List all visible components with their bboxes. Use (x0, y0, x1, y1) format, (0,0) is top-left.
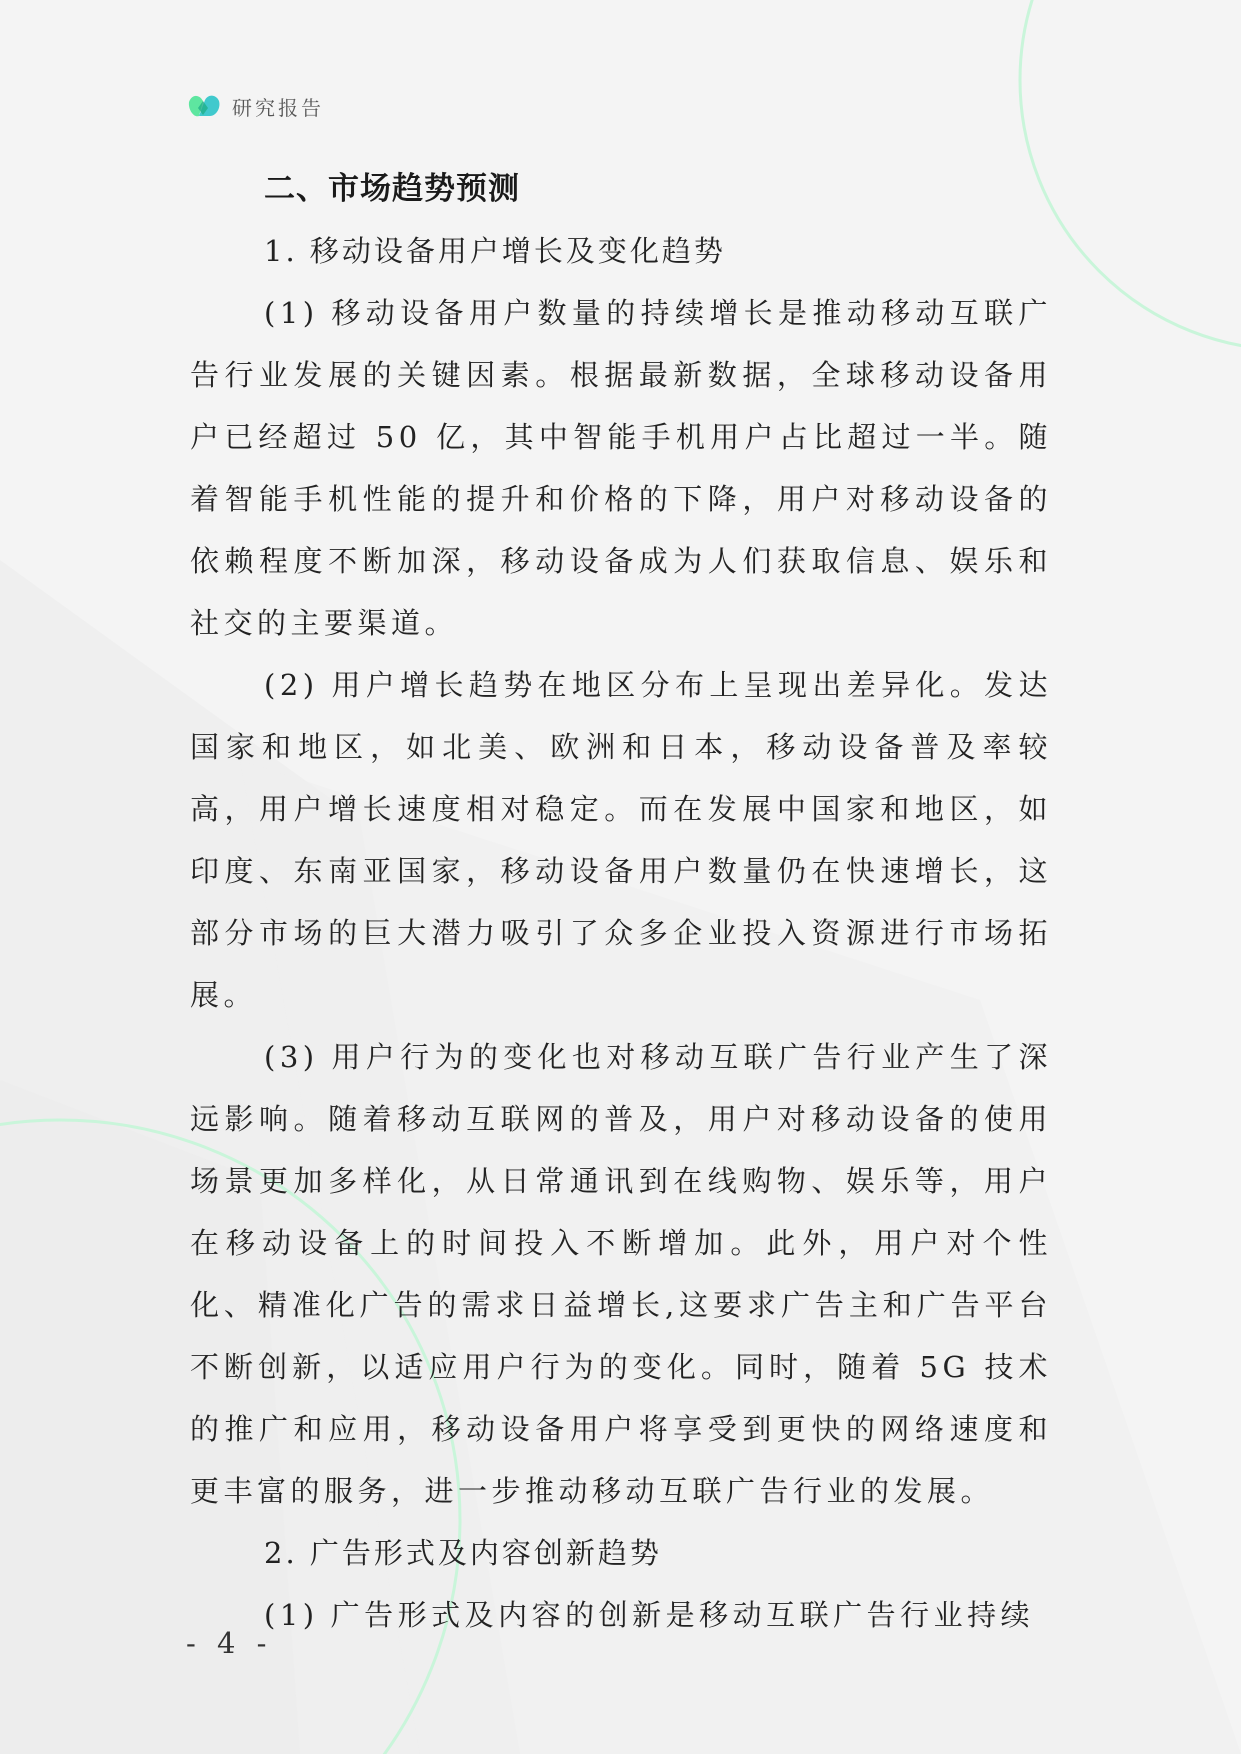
paragraph-number: (2) (264, 668, 319, 702)
paragraph-1-1 (190, 282, 1052, 654)
paragraph-text: 用户增长趋势在地区分布上呈现出差异化。发达国家和地区，如北美、欧洲和日本，移动设备普及率较高，用户增长速度相对稳定。而在发展中国家和地区，如印度、东南亚国家，移动设备用户数量仍在快速增长，这部分市场的巨大潜力吸引了众多企业投入资源进行市场拓展。 (190, 668, 1052, 1012)
paragraph-1-3 (190, 1026, 1052, 1522)
paragraph-2-1 (190, 1584, 1052, 1646)
decorative-arc-top-right (1020, 0, 1241, 350)
header-title: 研究报告 (232, 95, 324, 120)
page-number: - 4 - (186, 1626, 273, 1660)
paragraph-text: 移动设备用户数量的持续增长是推动移动互联广告行业发展的关键因素。根据最新数据，全球移动设备用户已经超过 50 亿，其中智能手机用户占比超过一半。随着智能手机性能的提升和价格的下降，用户对移动设备的依赖程度不断加深，移动设备成为人们获取信息、娱乐和社交的主要渠道。 (190, 296, 1052, 640)
paragraph-number: (3) (264, 1040, 319, 1074)
paragraph-text: 广告形式及内容的创新是移动互联广告行业持续 (330, 1598, 1035, 1632)
subsection-heading-1: 1. 移动设备用户增长及变化趋势 (264, 234, 726, 268)
report-header (186, 88, 324, 124)
brand-logo-icon (186, 88, 222, 124)
section-heading: 二、市场趋势预测 (264, 171, 520, 207)
paragraph-1-2 (190, 654, 1052, 1026)
paragraph-text: 用户行为的变化也对移动互联广告行业产生了深远影响。随着移动互联网的普及，用户对移动设备的使用场景更加多样化，从日常通讯到在线购物、娱乐等，用户在移动设备上的时间投入不断增加。此外，用户对个性化、精准化广告的需求日益增长,这要求广告主和广告平台不断创新，以适应用户行为的变化。同时，随着 5G 技术的推广和应用，移动设备用户将享受到更快的网络速度和更丰富的服务，进一步推动移动互联广告行业的发展。 (190, 1040, 1052, 1508)
document-body (190, 158, 1052, 1646)
subsection-heading-2: 2. 广告形式及内容创新趋势 (264, 1536, 662, 1570)
paragraph-number: (1) (264, 1598, 319, 1632)
paragraph-number: (1) (264, 296, 319, 330)
